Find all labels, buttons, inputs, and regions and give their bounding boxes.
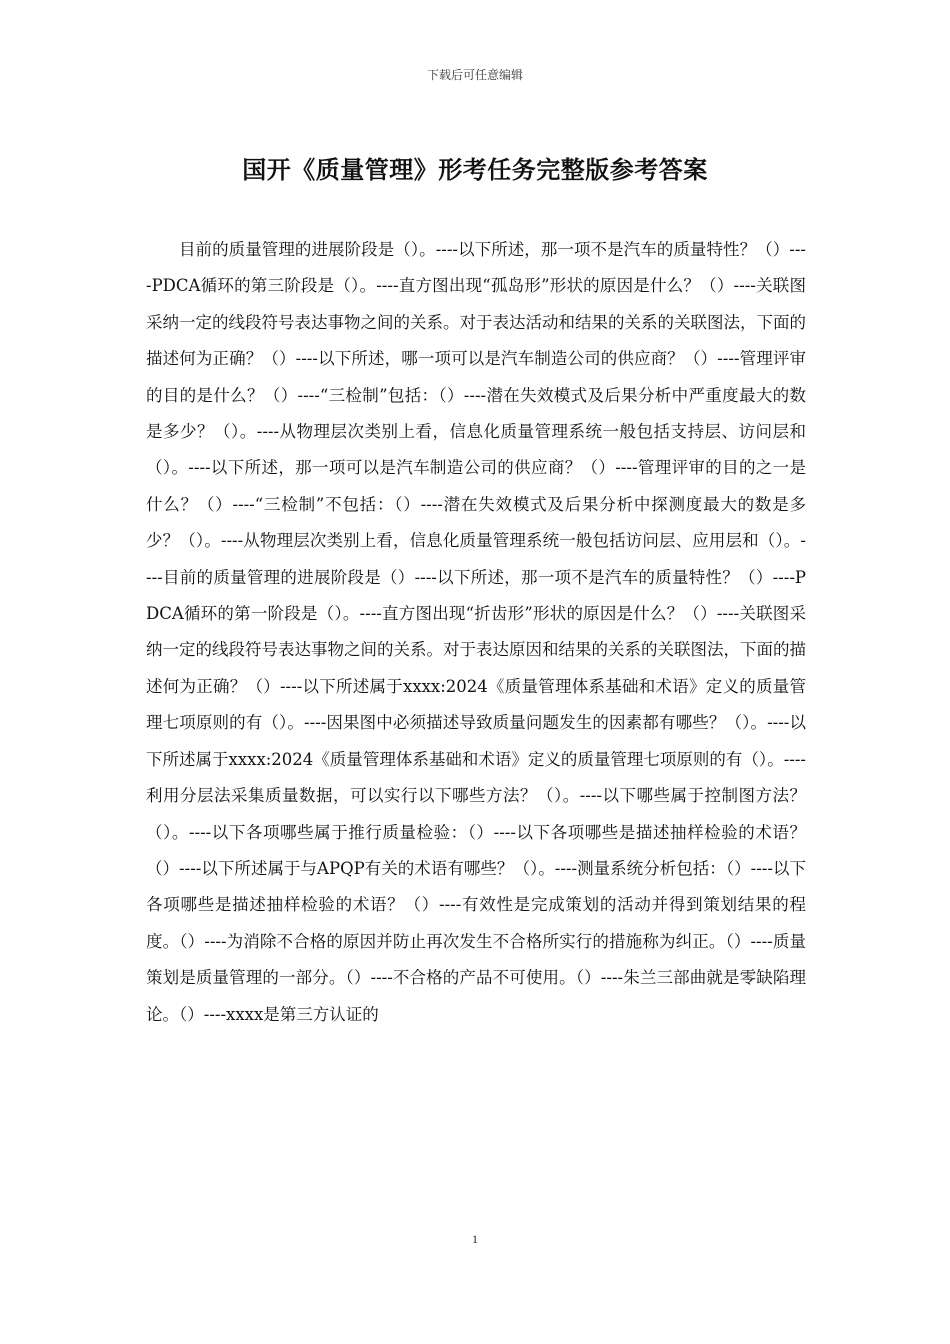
page-number: 1: [472, 1232, 478, 1246]
document-body-paragraph: 目前的质量管理的进展阶段是（）。----以下所述，那一项不是汽车的质量特性？（）----PDCA循环的第三阶段是（）。----直方图出现“孤岛形”形状的原因是什么？（）----关联图采纳一定的线段符号表达事物之间的关系。对于表达活动和结果的关系的关联图法，下面的描述何为正确？（）----以下所述，哪一项可以是汽车制造公司的供应商？（）----管理评审的目的是什么？（）----“三检制”包括：（）----潜在失效模式及后果分析中严重度最大的数是多少？（）。----从物理层次类别上看，信息化质量管理系统一般包括支持层、访问层和（）。----以下所述，那一项可以是汽车制造公司的供应商？（）----管理评审的目的之一是什么？（）----“三检制”不包括：（）----潜在失效模式及后果分析中探测度最大的数是多少？（）。----从物理层次类别上看，信息化质量管理系统一般包括访问层、应用层和（）。----目前的质量管理的进展阶段是（）----以下所述，那一项不是汽车的质量特性？（）----PDCA循环的第一阶段是（）。----直方图出现“折齿形”形状的原因是什么？（）----关联图采纳一定的线段符号表达事物之间的关系。对于表达原因和结果的关系的关联图法，下面的描述何为正确？（）----以下所述属于xxxx:2024《质量管理体系基础和术语》定义的质量管理七项原则的有（）。----因果图中必须描述导致质量问题发生的因素都有哪些？（）。----以下所述属于xxxx:2024《质量管理体系基础和术语》定义的质量管理七项原则的有（）。----利用分层法采集质量数据，可以实行以下哪些方法？（）。----以下哪些属于控制图方法？（）。----以下各项哪些属于推行质量检验：（）----以下各项哪些是描述抽样检验的术语？（）----以下所述属于与APQP有关的术语有哪些？（）。----测量系统分析包括：（）----以下各项哪些是描述抽样检验的术语？（）----有效性是完成策划的活动并得到策划结果的程度。（）----为消除不合格的原因并防止再次发生不合格所实行的措施称为纠正。（）----质量策划是质量管理的一部分。（）----不合格的产品不可使用。（）----朱兰三部曲就是零缺陷理论。（）----xxxx是第三方认证的: [146, 240, 806, 1024]
page-header-note: 下载后可任意编辑: [426, 68, 523, 82]
document-title: 国开《质量管理》形考任务完整版参考答案: [242, 156, 708, 184]
